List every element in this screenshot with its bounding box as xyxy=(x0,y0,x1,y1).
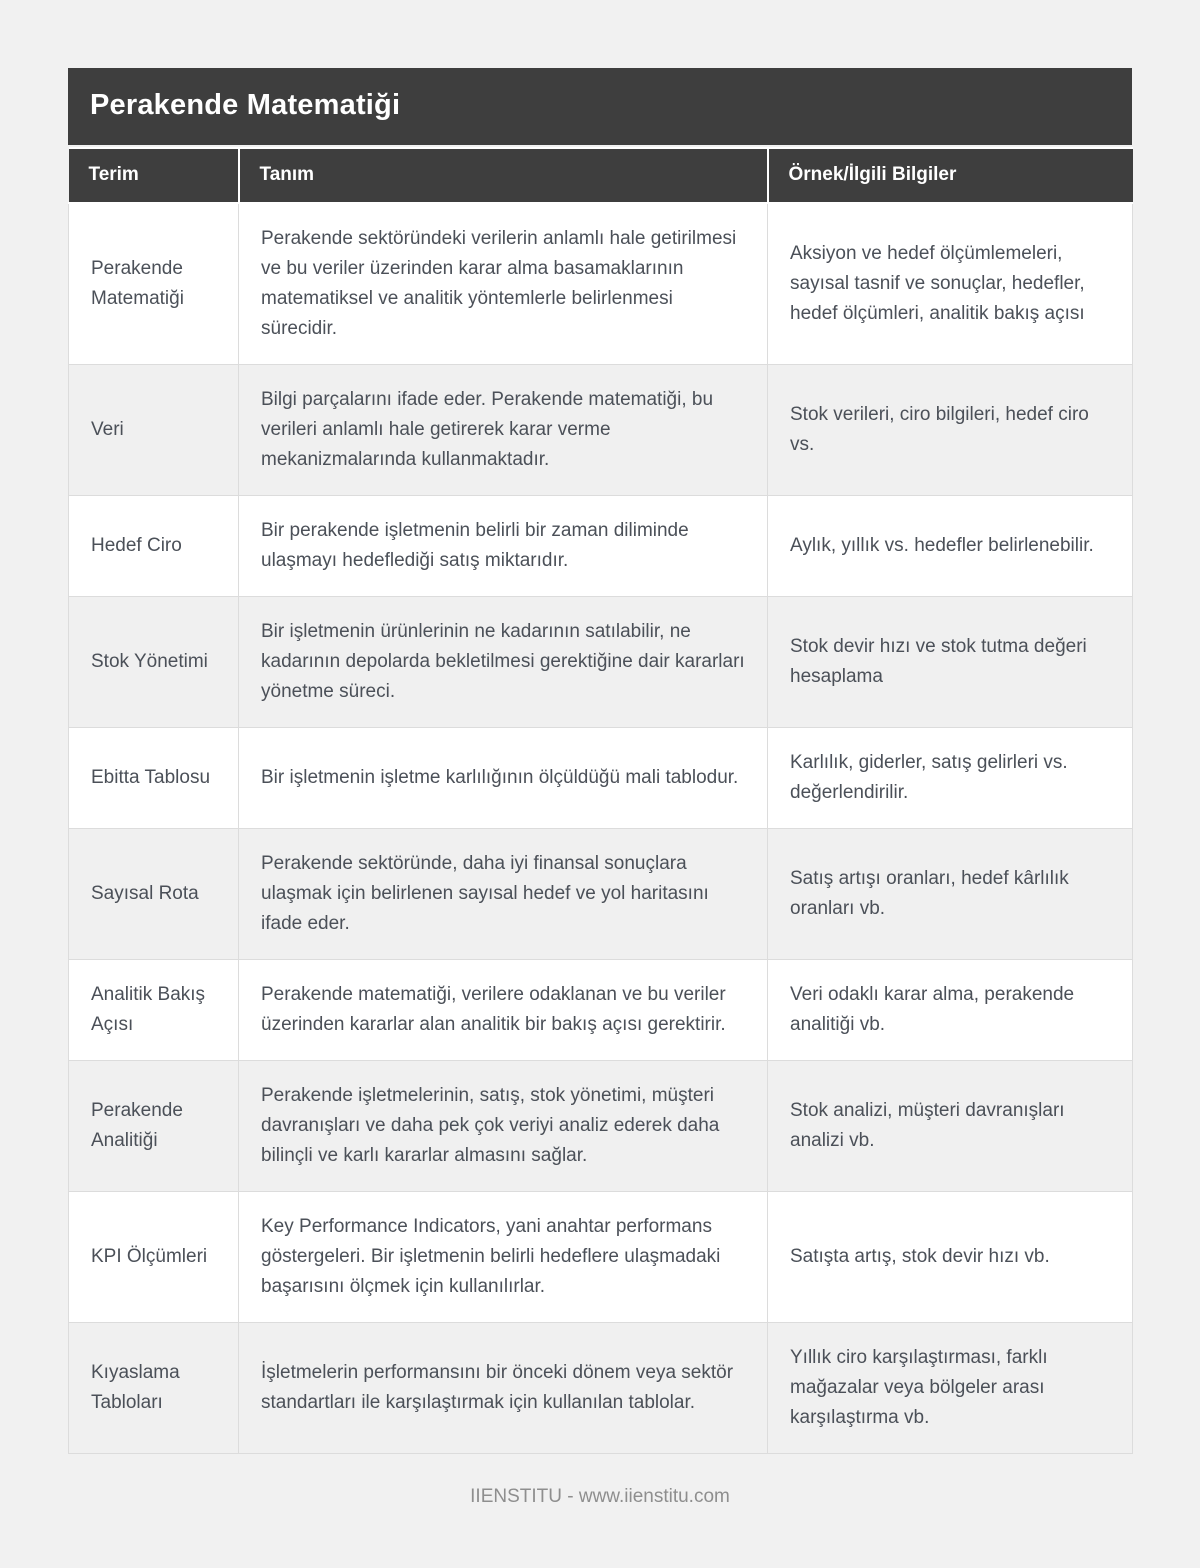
term-cell: Perakende Matematiği xyxy=(69,203,239,365)
table-row xyxy=(69,829,1133,960)
table-row xyxy=(69,728,1133,829)
example-cell: Stok devir hızı ve stok tutma değeri hesaplama xyxy=(768,597,1133,728)
definition-cell: Bilgi parçalarını ifade eder. Perakende matematiği, bu verileri anlamlı hale getirerek karar verme mekanizmalarında kullanmaktadır. xyxy=(239,365,768,496)
term-cell: Analitik Bakış Açısı xyxy=(69,960,239,1061)
table-row xyxy=(69,960,1133,1061)
column-header-example: Örnek/İlgili Bilgiler xyxy=(768,148,1133,203)
definition-cell: İşletmelerin performansını bir önceki dönem veya sektör standartları ile karşılaştırmak için kullanılan tablolar. xyxy=(239,1323,768,1454)
example-cell: Satışta artış, stok devir hızı vb. xyxy=(768,1192,1133,1323)
example-cell: Aksiyon ve hedef ölçümlemeleri, sayısal tasnif ve sonuçlar, hedefler, hedef ölçümleri, analitik bakış açısı xyxy=(768,203,1133,365)
term-cell: Veri xyxy=(69,365,239,496)
example-cell: Stok verileri, ciro bilgileri, hedef ciro vs. xyxy=(768,365,1133,496)
term-cell: Sayısal Rota xyxy=(69,829,239,960)
table-row xyxy=(69,1192,1133,1323)
definition-cell: Bir işletmenin ürünlerinin ne kadarının satılabilir, ne kadarının depolarda bekletilmesi gerektiğine dair kararları yönetme süreci. xyxy=(239,597,768,728)
table-row xyxy=(69,597,1133,728)
term-cell: Hedef Ciro xyxy=(69,496,239,597)
term-cell: Perakende Analitiği xyxy=(69,1061,239,1192)
definition-cell: Perakende matematiği, verilere odaklanan ve bu veriler üzerinden kararlar alan analitik bir bakış açısı gerektirir. xyxy=(239,960,768,1061)
column-header-definition: Tanım xyxy=(239,148,768,203)
glossary-table xyxy=(68,147,1133,1454)
definition-cell: Perakende sektöründe, daha iyi finansal sonuçlara ulaşmak için belirlenen sayısal hedef ve yol haritasını ifade eder. xyxy=(239,829,768,960)
definition-cell: Perakende işletmelerinin, satış, stok yönetimi, müşteri davranışları ve daha pek çok veriyi analiz ederek daha bilinçli ve karlı kararlar almasını sağlar. xyxy=(239,1061,768,1192)
table-header xyxy=(69,148,1133,203)
header-row xyxy=(69,148,1133,203)
table-body xyxy=(69,203,1133,1454)
definition-cell: Key Performance Indicators, yani anahtar performans göstergeleri. Bir işletmenin belirli hedeflere ulaşmadaki başarısını ölçmek için kullanılırlar. xyxy=(239,1192,768,1323)
footer-credit: IIENSTITU - www.iienstitu.com xyxy=(470,1486,730,1508)
page-title: Perakende Matematiği xyxy=(90,89,401,121)
table-row xyxy=(69,203,1133,365)
table-row xyxy=(69,1061,1133,1192)
document-sheet xyxy=(68,0,1132,1568)
term-cell: KPI Ölçümleri xyxy=(69,1192,239,1323)
definition-cell: Bir işletmenin işletme karlılığının ölçüldüğü mali tablodur. xyxy=(239,728,768,829)
term-cell: Ebitta Tablosu xyxy=(69,728,239,829)
term-cell: Kıyaslama Tabloları xyxy=(69,1323,239,1454)
example-cell: Karlılık, giderler, satış gelirleri vs. değerlendirilir. xyxy=(768,728,1133,829)
example-cell: Yıllık ciro karşılaştırması, farklı mağazalar veya bölgeler arası karşılaştırma vb. xyxy=(768,1323,1133,1454)
column-header-term: Terim xyxy=(69,148,239,203)
table-row xyxy=(69,365,1133,496)
example-cell: Aylık, yıllık vs. hedefler belirlenebilir. xyxy=(768,496,1133,597)
example-cell: Stok analizi, müşteri davranışları analizi vb. xyxy=(768,1061,1133,1192)
table-row xyxy=(69,496,1133,597)
term-cell: Stok Yönetimi xyxy=(69,597,239,728)
example-cell: Satış artışı oranları, hedef kârlılık oranları vb. xyxy=(768,829,1133,960)
title-bar xyxy=(68,68,1132,145)
table-row xyxy=(69,1323,1133,1454)
example-cell: Veri odaklı karar alma, perakende analitiği vb. xyxy=(768,960,1133,1061)
definition-cell: Bir perakende işletmenin belirli bir zaman diliminde ulaşmayı hedeflediği satış miktarıdır. xyxy=(239,496,768,597)
definition-cell: Perakende sektöründeki verilerin anlamlı hale getirilmesi ve bu veriler üzerinden karar alma basamaklarının matematiksel ve analitik yöntemlerle belirlenmesi sürecidir. xyxy=(239,203,768,365)
